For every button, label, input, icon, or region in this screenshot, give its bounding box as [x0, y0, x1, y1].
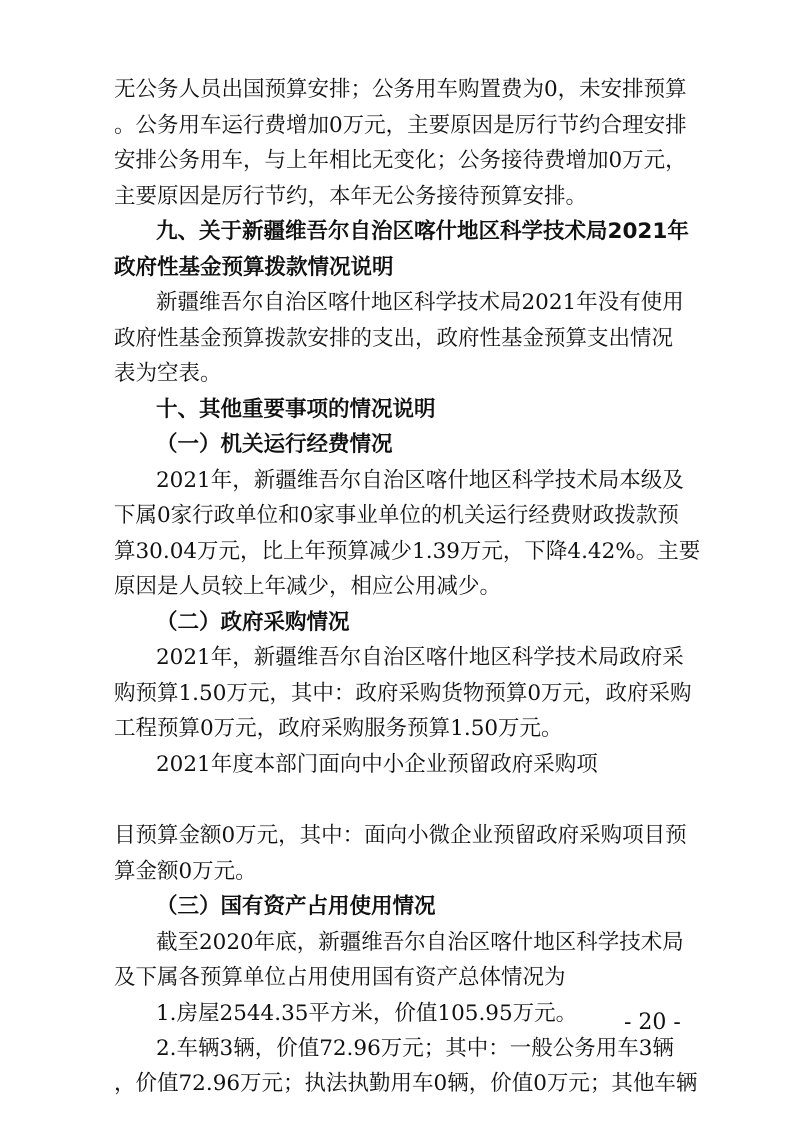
body-text-line: 2021年，新疆维吾尔自治区喀什地区科学技术局本级及: [156, 468, 684, 493]
body-text-line: 2021年，新疆维吾尔自治区喀什地区科学技术局政府采: [156, 645, 684, 670]
body-text-line: 新疆维吾尔自治区喀什地区科学技术局2021年没有使用: [156, 290, 684, 315]
body-text-line: 2021年度本部门面向中小企业预留政府采购项: [156, 752, 598, 777]
subsection-heading: （一）机关运行经费情况: [156, 432, 393, 457]
body-text-line: ，价值72.96万元；执法执勤用车0辆，价值0万元；其他车辆: [114, 1071, 698, 1096]
body-text-line: 原因是人员较上年减少，相应公用减少。: [114, 574, 502, 599]
section-heading: 九、关于新疆维吾尔自治区喀什地区科学技术局2021年: [156, 219, 689, 244]
body-text-line: 政府性基金预算拨款安排的支出，政府性基金预算支出情况: [114, 326, 674, 351]
body-text-line: 主要原因是厉行节约，本年无公务接待预算安排。: [114, 184, 588, 209]
body-text-line: 2.车辆3辆，价值72.96万元；其中：一般公务用车3辆: [156, 1036, 674, 1061]
body-text-line: 安排公务用车，与上年相比无变化；公务接待费增加0万元，: [114, 148, 687, 173]
page-number: - 20 -: [624, 1010, 681, 1035]
body-text-line: 。公务用车运行费增加0万元，主要原因是厉行节约合理安排: [114, 113, 687, 138]
body-text-line: 下属0家行政单位和0家事业单位的机关运行经费财政拨款预: [114, 503, 679, 528]
body-text-line: 及下属各预算单位占用使用国有资产总体情况为: [114, 965, 566, 990]
body-text-line: 表为空表。: [114, 361, 222, 386]
body-text-line: 购预算1.50万元，其中：政府采购货物预算0万元，政府采购: [114, 681, 692, 706]
body-text-line: 工程预算0万元，政府采购服务预算1.50万元。: [114, 716, 563, 741]
body-text-line: 算30.04万元，比上年预算减少1.39万元，下降4.42%。主要: [114, 539, 701, 564]
body-text-line: 1.房屋2544.35平方米，价值105.95万元。: [156, 1001, 578, 1026]
body-text-line: 无公务人员出国预算安排；公务用车购置费为0，未安排预算: [114, 77, 687, 102]
subsection-heading: （三）国有资产占用使用情况: [156, 894, 436, 919]
body-text-line: 截至2020年底，新疆维吾尔自治区喀什地区科学技术局: [156, 930, 684, 955]
body-text-line: 算金额0万元。: [114, 859, 257, 884]
section-heading: 十、其他重要事项的情况说明: [156, 397, 436, 422]
body-text-line: 目预算金额0万元，其中：面向小微企业预留政府采购项目预: [114, 823, 687, 848]
subsection-heading: （二）政府采购情况: [156, 610, 350, 635]
section-heading: 政府性基金预算拨款情况说明: [114, 255, 394, 280]
